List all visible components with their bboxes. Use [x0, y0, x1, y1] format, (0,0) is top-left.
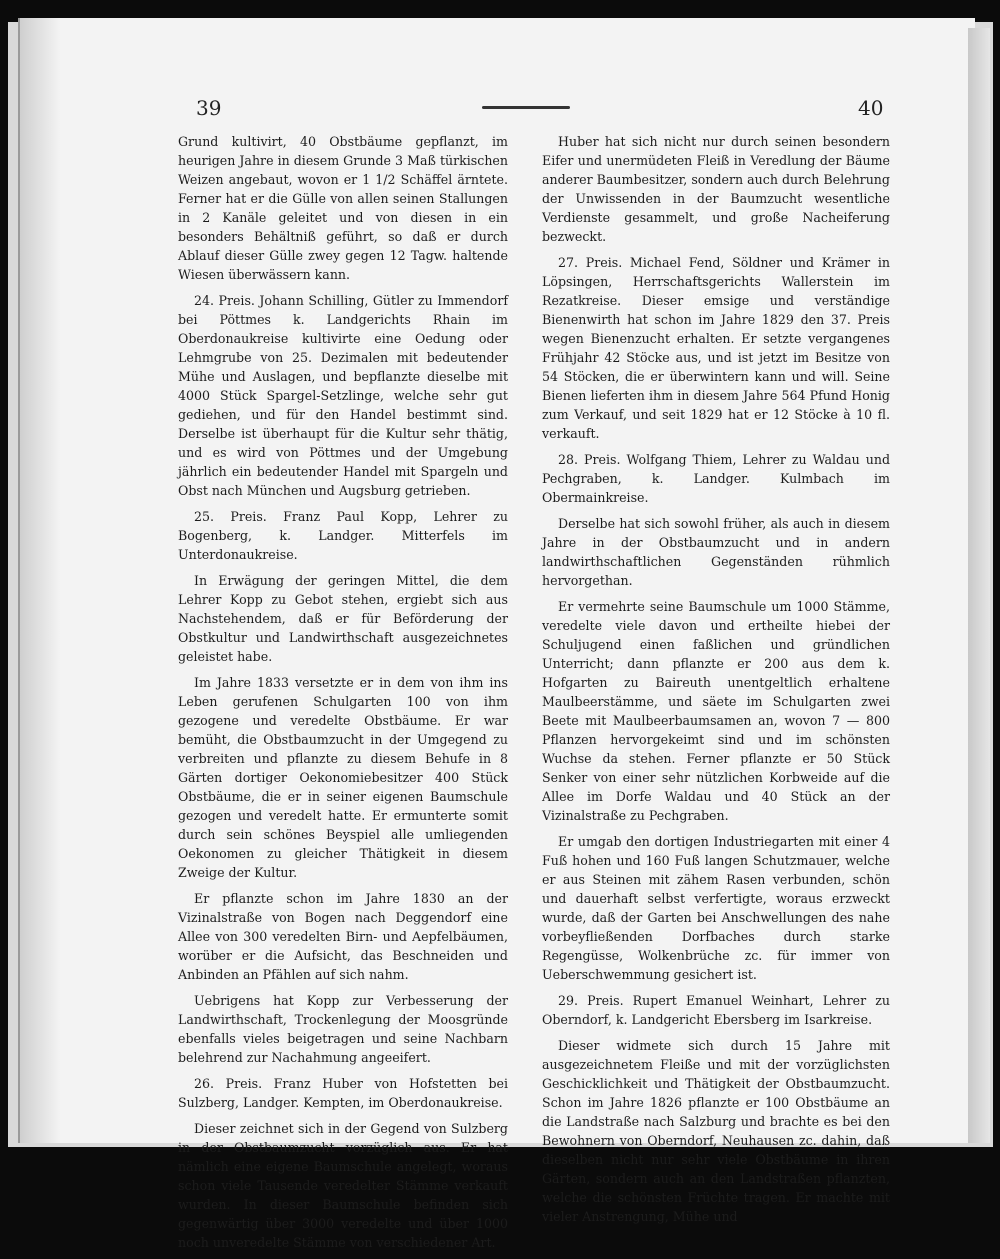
paragraph: Er umgab den dortigen Industriegarten mit einer 4 Fuß hohen und 160 Fuß langen Schutzmauer, welche er aus Steinen mit zähem Rasen verbunden, schön und dauerhaft selbst verfertigte, woraus erzweckt wurde, daß der Garten bei Anschwellungen des nahe vorbeyfließenden Dorfbaches durch starke Regengüsse, Wolkenbrüche zc. für immer von Ueberschwemmung gesichert ist.	[542, 834, 890, 982]
right-text-column	[542, 132, 890, 1233]
paragraph: 28. Preis. Wolfgang Thiem, Lehrer zu Waldau und Pechgraben, k. Landger. Kulmbach im Obermainkreise.	[542, 452, 890, 505]
header-ornament-rule	[482, 106, 570, 109]
paragraph: Dieser zeichnet sich in der Gegend von Sulzberg in der Obstbaumzucht vorzüglich aus. Er hat nämlich eine eigene Baumschule angelegt, woraus schon viele Tausende veredelter Stämme verkauft wurden. In dieser Baumschule befinden sich gegenwärtig über 3000 veredelte und über 1000 noch unveredelte Stämme von verschiedener Art.	[178, 1121, 508, 1250]
paragraph: Dieser widmete sich durch 15 Jahre mit ausgezeichnetem Fleiße und mit der vorzüglichsten Geschicklichkeit und Thätigkeit der Obstbaumzucht. Schon im Jahre 1826 pflanzte er 100 Obstbäume an die Landstraße nach Salzburg und brachte es bei den Bewohnern von Oberndorf, Neuhausen zc. dahin, daß dieselben nicht nur sehr viele Obstbäume in ihren Gärten, sondern auch an den Landstraßen pflanzten, welche die schönsten Früchte tragen. Er machte mit vieler Anstrengung, Mühe und	[542, 1038, 890, 1224]
paragraph: Derselbe hat sich sowohl früher, als auch in diesem Jahre in der Obstbaumzucht und in andern landwirthschaftlichen Gegenständen rühmlich hervorgethan.	[542, 516, 890, 588]
paragraph: 25. Preis. Franz Paul Kopp, Lehrer zu Bogenberg, k. Landger. Mitterfels im Unterdonaukreise.	[178, 509, 508, 562]
page-number-left: 39	[196, 96, 222, 120]
paragraph: 27. Preis. Michael Fend, Söldner und Krämer in Löpsingen, Herrschaftsgerichts Wallerstein im Rezatkreise. Dieser emsige und verständige Bienenwirth hat schon im Jahre 1829 den 37. Preis wegen Bienenzucht erhalten. Er setzte vergangenes Frühjahr 42 Stöcke aus, und ist jetzt im Besitze von 54 Stöcken, die er überwintern kann und will. Seine Bienen lieferten ihm in diesem Jahre 564 Pfund Honig zum Verkauf, und seit 1829 hat er 12 Stöcke à 10 fl. verkauft.	[542, 255, 890, 441]
paragraph: Grund kultivirt, 40 Obstbäume gepflanzt, im heurigen Jahre in diesem Grunde 3 Maß türkischen Weizen angebaut, wovon er 1 1/2 Schäffel ärntete. Ferner hat er die Gülle von allen seinen Stallungen in 2 Kanäle geleitet und von diesen in ein besonders Behältniß geführt, so daß er durch Ablauf dieser Gülle zwey gegen 12 Tagw. haltende Wiesen überwässern kann.	[178, 134, 508, 282]
paragraph: 24. Preis. Johann Schilling, Gütler zu Immendorf bei Pöttmes k. Landgerichts Rhain im Oberdonaukreise kultivirte eine Oedung oder Lehmgrube von 25. Dezimalen mit bedeutender Mühe und Auslagen, und bepflanzte dieselbe mit 4000 Stück Spargel-Setzlinge, welche sehr gut gediehen, und für den Handel bestimmt sind. Derselbe ist überhaupt für die Kultur sehr thätig, und es wird von Pöttmes und der Umgebung jährlich ein bedeutender Handel mit Spargeln und Obst nach München und Augsburg getrieben.	[178, 293, 508, 498]
paragraph: 29. Preis. Rupert Emanuel Weinhart, Lehrer zu Oberndorf, k. Landgericht Ebersberg im Isarkreise.	[542, 993, 890, 1027]
paragraph: In Erwägung der geringen Mittel, die dem Lehrer Kopp zu Gebot stehen, ergiebt sich aus Nachstehendem, daß er für Beförderung der Obstkultur und Landwirthschaft ausgezeichnetes geleistet habe.	[178, 573, 508, 664]
left-text-column	[178, 132, 508, 1259]
paragraph: Im Jahre 1833 versetzte er in dem von ihm ins Leben gerufenen Schulgarten 100 von ihm gezogene und veredelte Obstbäume. Er war bemüht, die Obstbaumzucht in der Umgegend zu verbreiten und pflanzte zu diesem Behufe in 8 Gärten dortiger Oekonomiebesitzer 400 Stück Obstbäume, die er in seiner eigenen Baumschule gezogen und veredelt hatte. Er ermunterte somit durch sein schönes Beyspiel alle umliegenden Oekonomen zu gleicher Thätigkeit in diesem Zweige der Kultur.	[178, 675, 508, 880]
page-edge	[968, 28, 990, 1143]
paragraph: Er vermehrte seine Baumschule um 1000 Stämme, veredelte viele davon und ertheilte hiebei der Schuljugend einen faßlichen und gründlichen Unterricht; dann pflanzte er 200 aus dem k. Hofgarten zu Baireuth unentgeltlich erhaltene Maulbeerstämme, und säete im Schulgarten zwei Beete mit Maulbeerbaumsamen an, wovon 7 — 800 Pflanzen hervorgekeimt sind und im schönsten Wuchse da stehen. Ferner pflanzte er 50 Stück Senker von einer sehr nützlichen Korbweide auf die Allee im Dorfe Waldau und 40 Stück an der Vizinalstraße zu Pechgraben.	[542, 599, 890, 823]
paragraph: Uebrigens hat Kopp zur Verbesserung der Landwirthschaft, Trockenlegung der Moosgründe ebenfalls vieles beigetragen und seine Nachbarn belehrend zur Nachahmung angeeifert.	[178, 993, 508, 1065]
paragraph: Huber hat sich nicht nur durch seinen besondern Eifer und unermüdeten Fleiß in Veredlung der Bäume anderer Baumbesitzer, sondern auch durch Belehrung der Unwissenden in der Baumzucht wesentliche Verdienste gesammelt, und große Nacheiferung bezweckt.	[542, 134, 890, 244]
paragraph: Er pflanzte schon im Jahre 1830 an der Vizinalstraße von Bogen nach Deggendorf eine Allee von 300 veredelten Birn- und Aepfelbäumen, worüber er die Aufsicht, das Beschneiden und Anbinden an Pfählen auf sich nahm.	[178, 891, 508, 982]
page-number-right: 40	[858, 96, 884, 120]
paragraph: 26. Preis. Franz Huber von Hofstetten bei Sulzberg, Landger. Kempten, im Oberdonaukreise.	[178, 1076, 508, 1110]
